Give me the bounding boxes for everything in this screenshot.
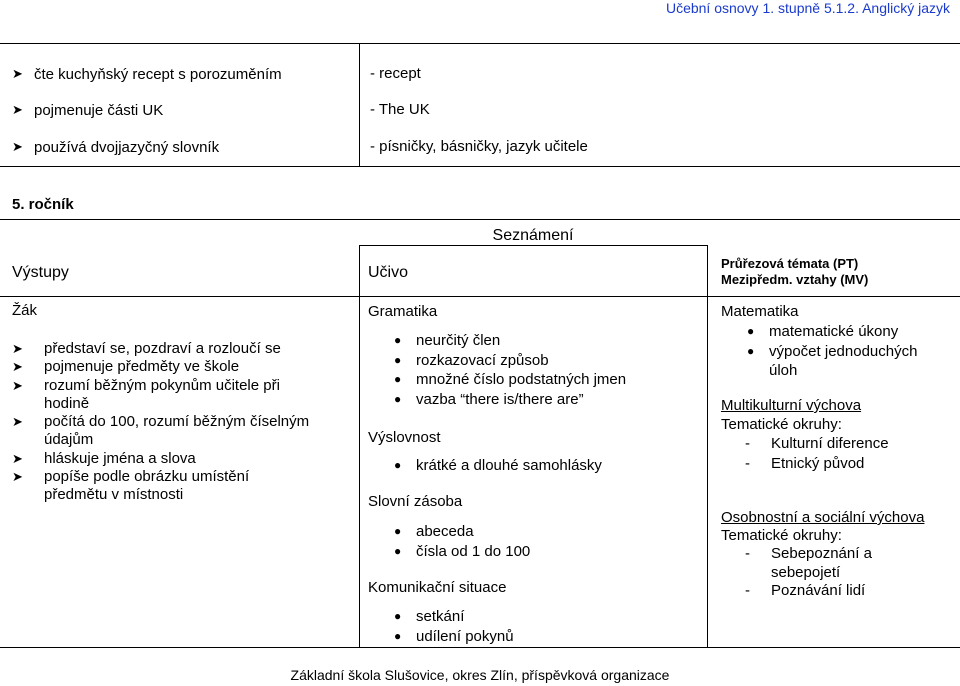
multikulturni-list	[743, 434, 889, 473]
page-footer: Základní škola Slušovice, okres Zlín, příspěvková organizace	[290, 667, 670, 683]
ucivo-gramatika-heading: Gramatika	[368, 303, 438, 320]
slovni-item	[390, 522, 530, 542]
matematika-item-text: matematické úkony	[769, 323, 899, 340]
vystupy-item-text	[44, 413, 309, 450]
top-left-text: používá dvojjazyčný slovník	[34, 138, 220, 156]
bullet-dot-icon: ●	[394, 372, 402, 386]
pt-multikulturni-heading: Multikulturní výchova	[721, 397, 862, 414]
gramatika-item	[390, 351, 626, 371]
arrow-bullet-icon: ➤	[12, 66, 23, 81]
komunikacni-list	[390, 607, 514, 646]
bullet-dot-icon: ●	[394, 352, 402, 367]
top-right-item: - The UK	[370, 101, 430, 118]
column-header-pt	[721, 256, 868, 288]
top-table-border-bottom	[0, 166, 960, 167]
topic-title: Seznámení	[492, 227, 574, 244]
vystupy-item	[12, 377, 309, 414]
matematika-item-line: výpočet jednoduchých	[769, 342, 918, 360]
vystupy-item	[12, 413, 309, 450]
top-left-item	[12, 100, 163, 120]
osv-item	[743, 545, 872, 582]
multikulturni-item	[743, 454, 889, 474]
pt-tematicke-okruhy-2: Tematické okruhy:	[721, 527, 842, 544]
vystupy-item	[12, 468, 309, 505]
bullet-dot-icon: ●	[747, 324, 755, 338]
vystupy-item-text	[44, 377, 280, 414]
col-divider-1	[359, 245, 360, 647]
arrow-bullet-icon: ➤	[12, 469, 23, 485]
section-title: 5. ročník	[12, 196, 74, 213]
vystupy-item-line: hodině	[44, 394, 90, 412]
slovni-list	[390, 522, 530, 561]
multikulturni-item	[743, 434, 889, 454]
arrow-bullet-icon: ➤	[12, 414, 23, 430]
gramatika-item	[390, 331, 626, 351]
slovni-item-text: abeceda	[416, 523, 474, 540]
vystupy-item-line: popíše podle obrázku umístění	[44, 468, 250, 486]
osv-item-line: sebepojetí	[771, 563, 841, 581]
gramatika-item-text: vazba “there is/there are”	[416, 390, 584, 408]
gramatika-item	[390, 390, 626, 410]
column-header-ucivo: Učivo	[368, 264, 409, 281]
arrow-bullet-icon: ➤	[12, 450, 23, 466]
osv-item-line: Sebepoznání a	[771, 545, 872, 562]
vystupy-intro: Žák	[12, 302, 38, 319]
dash-bullet: -	[745, 545, 750, 562]
arrow-bullet-icon: ➤	[12, 377, 23, 393]
vystupy-item-line: rozumí běžným pokynům učitele při	[44, 376, 280, 394]
matematika-item	[743, 342, 917, 381]
bullet-dot-icon: ●	[394, 543, 402, 558]
gramatika-item	[390, 370, 626, 390]
vystupy-item-text: pojmenuje předměty ve škole	[44, 358, 240, 376]
page-header: Učební osnovy 1. stupně 5.1.2. Anglický jazyk	[665, 0, 950, 16]
vystupy-item-text	[44, 468, 249, 505]
vystupy-item-line: počítá do 100, rozumí běžným číselným	[44, 413, 310, 431]
vystupy-item	[12, 450, 309, 468]
multikulturni-item-text: Etnický původ	[771, 454, 865, 472]
vystupy-item-line: údajům	[44, 431, 94, 449]
pt-osv-heading: Osobnostní a sociální výchova	[721, 509, 925, 526]
dash-bullet: -	[745, 435, 750, 452]
osv-item-text: Poznávání lidí	[771, 582, 866, 599]
komunikacni-item	[390, 607, 514, 627]
top-left-text: čte kuchyňský recept s porozuměním	[34, 65, 282, 83]
komunikacni-item-text: setkání	[416, 608, 465, 625]
pt-header-line2: Mezipředm. vztahy (MV)	[721, 272, 869, 287]
arrow-bullet-icon: ➤	[12, 102, 23, 117]
bullet-dot-icon: ●	[394, 609, 402, 623]
top-left-item	[12, 137, 219, 157]
osv-list	[743, 545, 872, 601]
bullet-dot-icon: ●	[394, 524, 402, 538]
bullet-dot-icon: ●	[394, 333, 402, 347]
seznameni-row-divider	[359, 245, 707, 246]
vyslovnost-item	[390, 456, 602, 476]
vystupy-item	[12, 340, 309, 358]
column-header-vystupy: Výstupy	[12, 264, 69, 281]
top-table-divider	[359, 43, 360, 166]
dash-bullet: -	[745, 582, 750, 599]
vystupy-item-text: představí se, pozdraví a rozloučí se	[44, 340, 281, 357]
bullet-dot-icon: ●	[747, 343, 755, 358]
gramatika-item-text: množné číslo podstatných jmen	[416, 371, 627, 388]
main-table-border-bottom	[0, 647, 960, 648]
komunikacni-item-text: udílení pokynů	[416, 627, 514, 645]
vystupy-item	[12, 358, 309, 376]
ucivo-slovni-zasoba-heading: Slovní zásoba	[368, 493, 463, 510]
vystupy-list	[12, 340, 309, 505]
ucivo-komunikacni-heading: Komunikační situace	[368, 579, 507, 596]
arrow-bullet-icon: ➤	[12, 139, 23, 154]
osv-item-text	[771, 545, 872, 582]
vystupy-item-line: předmětu v místnosti	[44, 486, 184, 504]
matematika-item	[743, 322, 917, 342]
gramatika-item-text: neurčitý člen	[416, 332, 501, 349]
bullet-dot-icon: ●	[394, 458, 402, 472]
pt-matematika-heading: Matematika	[721, 303, 799, 320]
col-divider-2	[707, 245, 708, 647]
top-table-border-top	[0, 43, 960, 44]
header-row-divider	[0, 296, 960, 297]
main-table-border-top	[0, 219, 960, 220]
matematika-list	[743, 322, 917, 381]
komunikacni-item	[390, 627, 514, 647]
arrow-bullet-icon: ➤	[12, 359, 23, 375]
slovni-item	[390, 542, 530, 562]
pt-header-line1: Průřezová témata (PT)	[721, 256, 859, 271]
arrow-bullet-icon: ➤	[12, 341, 23, 356]
top-right-item: - recept	[370, 65, 421, 82]
matematika-item-line: úloh	[769, 362, 798, 379]
pt-tematicke-okruhy-1: Tematické okruhy:	[721, 416, 842, 433]
bullet-dot-icon: ●	[394, 628, 402, 643]
gramatika-list	[390, 331, 626, 409]
vyslovnost-item-text: krátké a dlouhé samohlásky	[416, 457, 602, 474]
slovni-item-text: čísla od 1 do 100	[416, 542, 531, 560]
matematika-item-text	[769, 342, 917, 381]
top-left-item	[12, 64, 282, 84]
multikulturni-item-text: Kulturní diference	[771, 435, 889, 452]
osv-item	[743, 582, 872, 601]
gramatika-item-text: rozkazovací způsob	[416, 351, 549, 369]
vyslovnost-list	[390, 456, 602, 476]
top-right-item: - písničky, básničky, jazyk učitele	[370, 138, 588, 155]
vystupy-item-text: hláskuje jména a slova	[44, 449, 196, 467]
top-left-text: pojmenuje části UK	[34, 101, 164, 119]
ucivo-vyslovnost-heading: Výslovnost	[368, 429, 441, 446]
dash-bullet: -	[745, 454, 750, 472]
bullet-dot-icon: ●	[394, 391, 402, 406]
